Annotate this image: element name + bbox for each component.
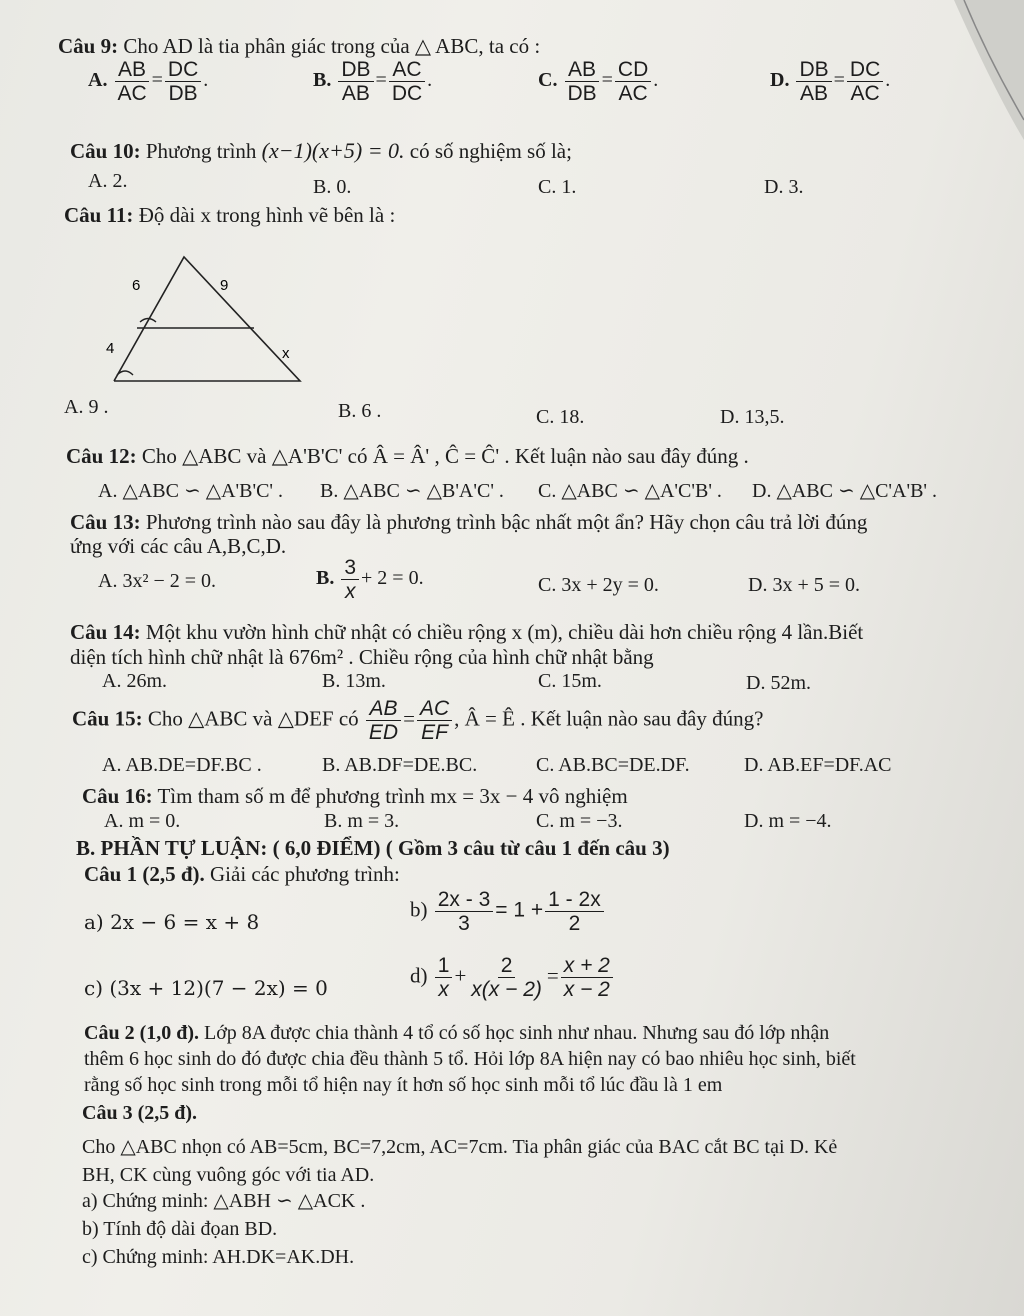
q12-option-c[interactable]: C. △ABC ∽ △A'C'B' . bbox=[538, 480, 722, 502]
q14-option-a[interactable]: A. 26m. bbox=[102, 670, 167, 692]
q13-option-a[interactable]: A. 3x² − 2 = 0. bbox=[98, 570, 216, 592]
q11-option-d[interactable]: D. 13,5. bbox=[720, 406, 785, 428]
essay-2-line2: thêm 6 học sinh do đó được chia đều thành 5 tổ. Hỏi lớp 8A hiện nay có bao nhiêu học sinh, biết bbox=[84, 1048, 856, 1070]
q16-stem: Câu 16: Tìm tham số m để phương trình mx = 3x − 4 vô nghiệm bbox=[82, 784, 628, 808]
q16-option-a[interactable]: A. m = 0. bbox=[104, 810, 181, 832]
q9-option-a[interactable]: A. $\frac{AB}{AC}$ = $\frac{DC}{DB}$ . bbox=[88, 58, 209, 106]
essay-3-line2: BH, CK cùng vuông góc với tia AD. bbox=[82, 1164, 375, 1186]
q16-option-d[interactable]: D. m = −4. bbox=[744, 810, 832, 832]
q13-option-d[interactable]: D. 3x + 5 = 0. bbox=[748, 574, 861, 596]
q9-option-b[interactable]: B. $\frac{DB}{AB}$ = $\frac{AC}{DC}$ . bbox=[313, 58, 433, 106]
essay-2-line3: rằng số học sinh trong mỗi tổ hiện nay ít hơn số học sinh mỗi tổ lúc đầu là 1 em bbox=[84, 1074, 723, 1096]
q14-option-b[interactable]: B. 13m. bbox=[322, 670, 386, 692]
q11-label-top-left: 6 bbox=[132, 277, 141, 294]
q11-label-top-right: 9 bbox=[220, 277, 229, 294]
q14-option-d[interactable]: D. 52m. bbox=[746, 672, 811, 694]
q13-option-c[interactable]: C. 3x + 2y = 0. bbox=[538, 574, 659, 596]
essay-2-line1: Câu 2 (1,0 đ). Lớp 8A được chia thành 4 tổ có số học sinh như nhau. Nhưng sau đó lớp nhận bbox=[84, 1022, 830, 1044]
essay-1d: d) $\frac{1}{x}$ + $\frac{2}{x(x - 2)}$ = $\frac{x + 2}{x - 2}$ bbox=[410, 954, 615, 1001]
q11-stem: Câu 11: Độ dài x trong hình vẽ bên là : bbox=[64, 203, 396, 227]
q10-option-d[interactable]: D. 3. bbox=[764, 176, 804, 198]
q11-label-bottom-right: x bbox=[282, 345, 290, 362]
essay-3b: b) Tính độ dài đọan BD. bbox=[82, 1218, 278, 1240]
q12-option-b[interactable]: B. △ABC ∽ △B'A'C' . bbox=[320, 480, 504, 502]
q16-option-c[interactable]: C. m = −3. bbox=[536, 810, 623, 832]
q14-stem-line1: Câu 14: Một khu vườn hình chữ nhật có chiều rộng x (m), chiều dài hơn chiều rộng 4 lần.Biết bbox=[70, 620, 864, 644]
q14-option-c[interactable]: C. 15m. bbox=[538, 670, 602, 692]
q10-stem: Câu 10: Phương trình (x−1)(x+5) = 0. có số nghiệm số là; bbox=[70, 138, 572, 163]
q12-option-d[interactable]: D. △ABC ∽ △C'A'B' . bbox=[752, 480, 938, 502]
q14-stem-line2: diện tích hình chữ nhật là 676m² . Chiều rộng của hình chữ nhật bằng bbox=[70, 645, 654, 669]
q9-option-c[interactable]: C. $\frac{AB}{DB}$ = $\frac{CD}{AC}$ . bbox=[538, 58, 659, 106]
q13-option-b[interactable]: B. $\frac{3}{x}$ + 2 = 0. bbox=[316, 556, 424, 604]
part-b-heading: B. PHẦN TỰ LUẬN: ( 6,0 ĐIỂM) ( Gồm 3 câu từ câu 1 đến câu 3) bbox=[76, 836, 670, 860]
q10-option-b[interactable]: B. 0. bbox=[313, 176, 352, 198]
q11-option-b[interactable]: B. 6 . bbox=[338, 400, 382, 422]
q11-option-a[interactable]: A. 9 . bbox=[64, 396, 109, 418]
q11-triangle-figure bbox=[100, 245, 310, 385]
q15-option-b[interactable]: B. AB.DF=DE.BC. bbox=[322, 754, 478, 776]
essay-3a: a) Chứng minh: △ABH ∽ △ACK . bbox=[82, 1190, 366, 1212]
page-corner-shadow bbox=[934, 0, 1024, 140]
q11-label-bottom-left: 4 bbox=[106, 340, 115, 357]
q12-stem: Câu 12: Cho △ABC và △A'B'C' có Â = Â' , Ĉ = Ĉ' . Kết luận nào sau đây đúng . bbox=[66, 444, 749, 468]
q13-stem-line1: Câu 13: Phương trình nào sau đây là phương trình bậc nhất một ẩn? Hãy chọn câu trả lời đúng bbox=[70, 510, 868, 534]
q10-option-a[interactable]: A. 2. bbox=[88, 170, 128, 192]
q15-stem: Câu 15: Cho △ABC và △DEF có $\frac{AB}{ED}$ = $\frac{AC}{EF}$ , Â = Ê . Kết luận nào sau đây đúng? bbox=[72, 697, 764, 745]
q11-option-c[interactable]: C. 18. bbox=[536, 406, 585, 428]
essay-1-stem: Câu 1 (2,5 đ). Giải các phương trình: bbox=[84, 862, 400, 886]
q9-stem: Câu 9: Cho AD là tia phân giác trong của △ ABC, ta có : bbox=[58, 34, 541, 58]
q15-option-a[interactable]: A. AB.DE=DF.BC . bbox=[102, 754, 262, 776]
essay-3c: c) Chứng minh: AH.DK=AK.DH. bbox=[82, 1246, 355, 1268]
q13-stem-line2: ứng với các câu A,B,C,D. bbox=[70, 534, 287, 558]
q12-option-a[interactable]: A. △ABC ∽ △A'B'C' . bbox=[98, 480, 284, 502]
essay-3-label: Câu 3 (2,5 đ). bbox=[82, 1102, 198, 1124]
essay-1a: a) 2x − 6 = x + 8 bbox=[84, 910, 260, 934]
q16-option-b[interactable]: B. m = 3. bbox=[324, 810, 400, 832]
q10-option-c[interactable]: C. 1. bbox=[538, 176, 577, 198]
q15-option-d[interactable]: D. AB.EF=DF.AC bbox=[744, 754, 892, 776]
q9-option-d[interactable]: D. $\frac{DB}{AB}$ = $\frac{DC}{AC}$ . bbox=[770, 58, 891, 106]
q15-option-c[interactable]: C. AB.BC=DE.DF. bbox=[536, 754, 690, 776]
essay-1b: b) $\frac{2x - 3}{3}$ = 1 + $\frac{1 - 2x}{2}$ bbox=[410, 888, 606, 935]
essay-1c: c) (3x + 12)(7 − 2x) = 0 bbox=[84, 976, 328, 1000]
essay-3-line1: Cho △ABC nhọn có AB=5cm, BC=7,2cm, AC=7cm. Tia phân giác của BAC cắt BC tại D. Kẻ bbox=[82, 1136, 838, 1158]
